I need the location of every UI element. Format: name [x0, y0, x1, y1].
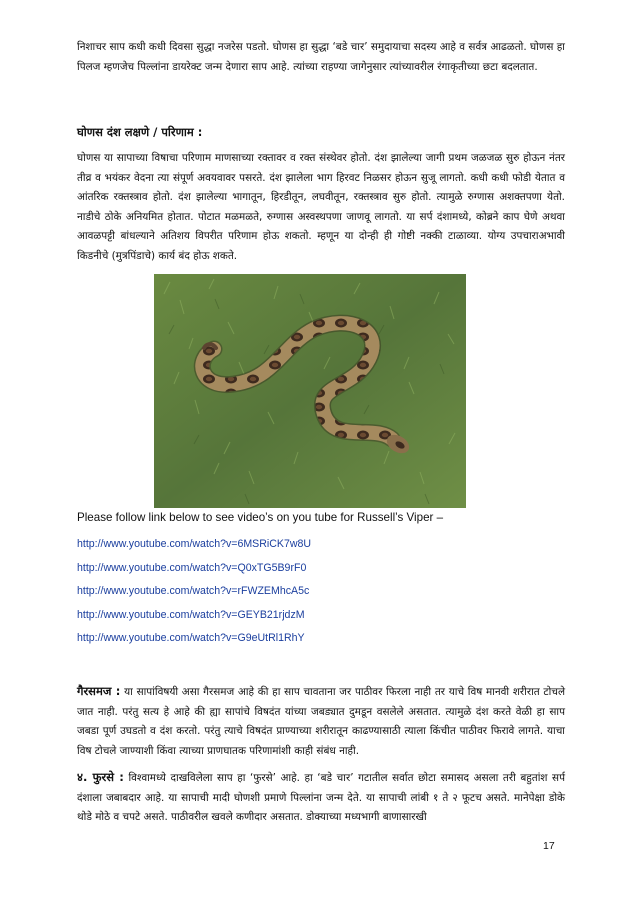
youtube-link-list — [77, 538, 311, 656]
phurse-paragraph — [77, 768, 565, 828]
page-number: 17 — [543, 840, 555, 852]
youtube-link-2[interactable]: http://www.youtube.com/watch?v=Q0xTG5B9rF0 — [77, 561, 307, 574]
misconception-text: या सापांविषयी असा गैरसमज आहे की हा साप चावताना जर पाठीवर फिरला नाही तर याचे विष मानवी शरीरात टोचले जात नाही. परंतु सत्य हे आहे की ह्या सापांचे विषदंत यांच्या जबड्यात दुमडून वसलेले असतात. त्यामुळे दंश करते वेळी हा साप जबडा पूर्ण उघडतो व दंश करतो. परंतु त्याचे विषदंत प्राण्याच्या शरीरातून काढण्यासाठी त्याला किंचीत पाठीवर फिरावे लागते. याचा विष टोचले जाण्याशी किंवा त्याच्या प्राणघातक परिणामांशी काही संबंध नाही. — [77, 686, 565, 757]
list-item — [77, 585, 311, 609]
bite-effects-heading: घोणस दंश लक्षणे / परिणाम : — [77, 125, 203, 139]
youtube-link-1[interactable]: http://www.youtube.com/watch?v=6MSRiCK7w8U — [77, 538, 312, 550]
snake-in-grass-image — [154, 274, 466, 508]
misconception-heading: गैरसमज : — [77, 684, 121, 698]
youtube-link-4[interactable]: http://www.youtube.com/watch?v=GEYB21rjdzM — [77, 608, 305, 621]
phurse-heading: ४. फुरसे : — [77, 770, 124, 784]
intro-paragraph: निशाचर साप कधी कधी दिवसा सुद्धा नजरेस पडतो. घोणस हा सुद्धा ‘बडे चार’ समुदायाचा सदस्य आहे व सर्वत्र आढळतो. घोणस हा पिलज म्हणजेच पिल्लांना डायरेक्ट जन्म देणारा साप आहे. त्यांच्या राहण्या जागेनुसार त्यांच्यावरील रंगाकृतीच्या छटा बदलतात. — [77, 41, 565, 73]
youtube-link-3[interactable]: http://www.youtube.com/watch?v=rFWZEMhcA5c — [77, 585, 310, 598]
youtube-link-5[interactable]: http://www.youtube.com/watch?v=G9eUtRl1RhY — [77, 632, 305, 645]
youtube-note: Please follow link below to see video’s on you tube for Russell’s Viper – — [77, 511, 444, 524]
russells-viper-photo — [154, 274, 466, 508]
list-item — [77, 538, 311, 562]
misconception-paragraph — [77, 682, 565, 761]
list-item — [77, 632, 311, 656]
bite-effects-paragraph: घोणस या सापाच्या विषाचा परिणाम माणसाच्या रक्तावर व रक्त संस्थेवर होतो. दंश झालेल्या जागी प्रथम जळजळ सुरु होऊन नंतर तीव्र व भयंकर वेदना त्या संपूर्ण अवयवावर पसरते. दंश झालेला भाग हिरवट निळसर होऊन सुजू लागतो. कधी कधी फोडी येतात व आंतरिक रक्तस्त्राव होतो. दंश झालेल्या भागातून, हिरडीतून, लघवीतून, रक्तस्त्राव सुरु होतो. त्यामुळे रुग्णास अशक्तपणा येतो. नाडीचे ठोके अनियमित होतात. पोटात मळमळते, रुग्णास अस्वस्थपणा जाणवू लागतो. या सर्प दंशामध्ये, कोब्रने काप घेणे अथवा आवळपट्टी बांधल्याने अतिशय विपरीत परिणाम होऊ शकतो. म्हणून या दोन्ही ही गोष्टी नक्की टाळाव्या. योग्य उपचाराअभावी किडनीचे (मुत्रपिंडाचे) कार्य बंद होऊ शकते. — [77, 152, 565, 262]
list-item — [77, 609, 311, 633]
phurse-text: विश्वामध्ये दाखविलेला साप हा ‘फुरसे’ आहे. हा ‘बडे चार’ गटातील सर्वात छोटा समासद असला तरी बहुतांश सर्प दंशाला जबाबदार आहे. या सापाची मादी घोणशी प्रमाणे पिल्लांना जन्म देते. या सापाची लांबी १ ते २ फूटच असते. मानेपेक्षा डोके थोडे मोठे व चपटे असते. पाठीवरील खवले कणीदार असतात. डोक्याच्या मध्यभागी बाणासारखी — [77, 772, 565, 823]
list-item — [77, 562, 311, 586]
